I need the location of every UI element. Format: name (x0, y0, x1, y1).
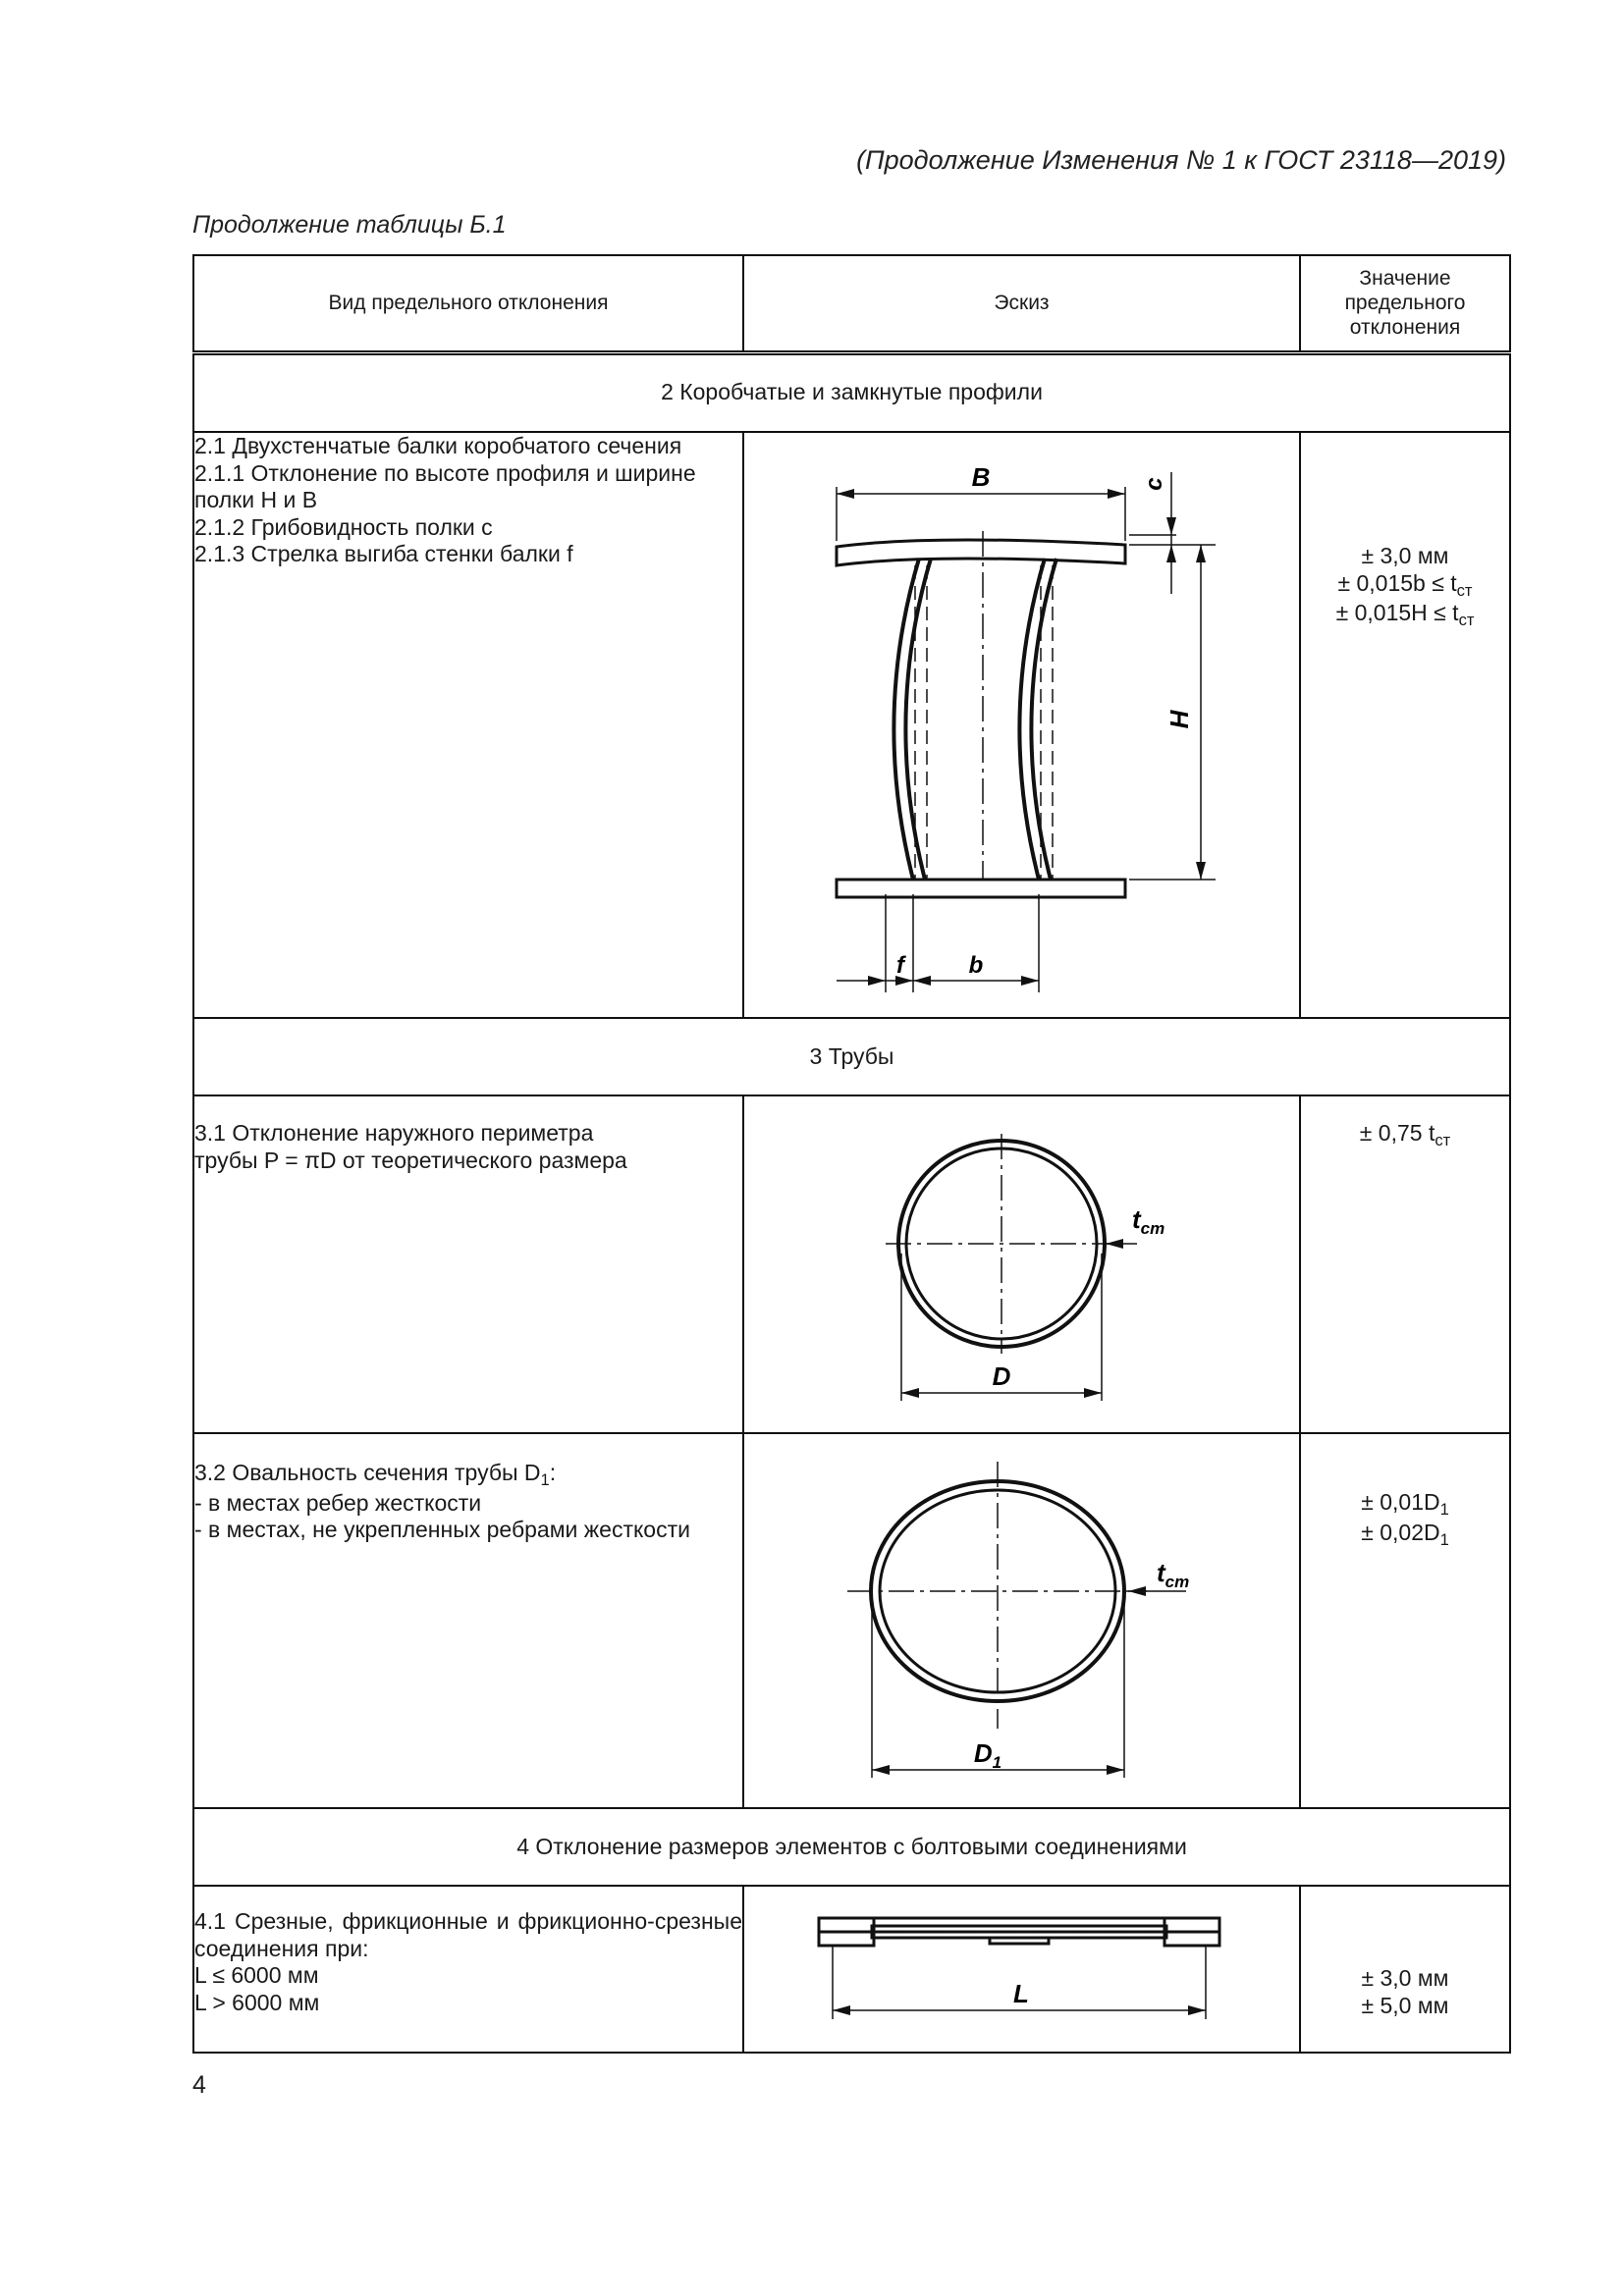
column-header-kind: Вид предельного отклонения (193, 255, 743, 352)
column-header-value: Значение предельного отклонения (1300, 255, 1510, 352)
table-row (193, 1886, 1510, 2053)
label-f: f (896, 952, 904, 979)
pipe-drawing (744, 1096, 1299, 1432)
table-header-row (193, 255, 1510, 352)
oval-pipe-drawing (744, 1434, 1299, 1807)
description-line: 3.1 Отклонение наружного периметра (194, 1120, 594, 1146)
value-line: ± 0,75 $t_{ст}$ (1359, 1120, 1451, 1149)
row-value (1300, 1886, 1510, 2053)
pipe-sketch (743, 1095, 1300, 1433)
description-line: - в местах, не укрепленных ребрами жесткости (194, 1517, 690, 1543)
row-description (193, 1095, 743, 1433)
section-title: 4 Отклонение размеров элементов с болтовыми соединениями (193, 1808, 1510, 1886)
value-line: ± 5,0 мм (1361, 1992, 1449, 2018)
row-description (193, 1886, 743, 2053)
table-row (193, 432, 1510, 1018)
row-description (193, 432, 743, 1018)
description-line: L > 6000 мм (194, 1989, 320, 2015)
table-row (193, 1095, 1510, 1433)
description-line: L ≤ 6000 мм (194, 1962, 319, 1989)
section-title: 2 Коробчатые и замкнутые профили (193, 352, 1510, 432)
section-title: 3 Трубы (193, 1018, 1510, 1095)
description-line: 2.1 Двухстенчатые балки коробчатого сечения (194, 433, 682, 458)
description-line: 3.2 Овальность сечения трубы $D_1$: (194, 1460, 557, 1489)
label-t-wall: $t_{ст}$ (1157, 1558, 1190, 1591)
tolerance-table (192, 254, 1511, 2054)
value-line: ± $0,015b \le t_{ст}$ (1337, 569, 1473, 600)
label-c: c (1141, 477, 1167, 491)
row-value (1300, 1433, 1510, 1808)
table-caption: Продолжение таблицы Б.1 (192, 211, 507, 239)
bolted-joint-sketch (743, 1886, 1300, 2053)
section-row (193, 1808, 1510, 1886)
oval-pipe-sketch (743, 1433, 1300, 1808)
description-line: 4.1 Срезные, фрикционные и фрикционно-срезные соединения при: (194, 1908, 742, 1961)
row-description (193, 1433, 743, 1808)
description-line: 2.1.1 Отклонение по высоте профиля и ширине полки H и B (194, 459, 696, 513)
description-line: трубы P = πD от теоретического размера (194, 1147, 627, 1173)
row-value (1300, 1095, 1510, 1433)
value-line: ± 3,0 мм (1361, 543, 1449, 568)
value-line: ± $0,02D_1$ (1361, 1519, 1449, 1549)
box-beam-drawing (744, 433, 1299, 1017)
label-b: b (968, 952, 984, 979)
label-d: D (992, 1362, 1011, 1391)
section-row (193, 352, 1510, 432)
bolted-joint-drawing (744, 1887, 1299, 2052)
section-row (193, 1018, 1510, 1095)
label-b-width: B (971, 462, 991, 492)
column-header-sketch: Эскиз (743, 255, 1300, 352)
description-line: 2.1.3 Стрелка выгиба стенки балки f (194, 541, 573, 567)
description-line: - в местах ребер жесткости (194, 1489, 482, 1516)
value-line: ± 3,0 мм (1361, 1965, 1449, 1991)
description-line: 2.1.2 Грибовидность полки c (194, 513, 493, 540)
box-beam-sketch (743, 432, 1300, 1018)
label-l: L (1013, 1979, 1029, 2008)
value-line: ± $0,015H \le t_{ст}$ (1335, 600, 1475, 630)
page-header: (Продолжение Изменения № 1 к ГОСТ 23118—2019) (856, 145, 1506, 175)
row-value (1300, 432, 1510, 1018)
label-t-wall: $t_{ст}$ (1132, 1204, 1165, 1238)
label-d1: $D_1$ (973, 1738, 1002, 1772)
table-row (193, 1433, 1510, 1808)
page-number: 4 (192, 2071, 206, 2099)
value-line: ± $0,01D_1$ (1361, 1489, 1449, 1519)
label-h-height: H (1164, 710, 1194, 729)
